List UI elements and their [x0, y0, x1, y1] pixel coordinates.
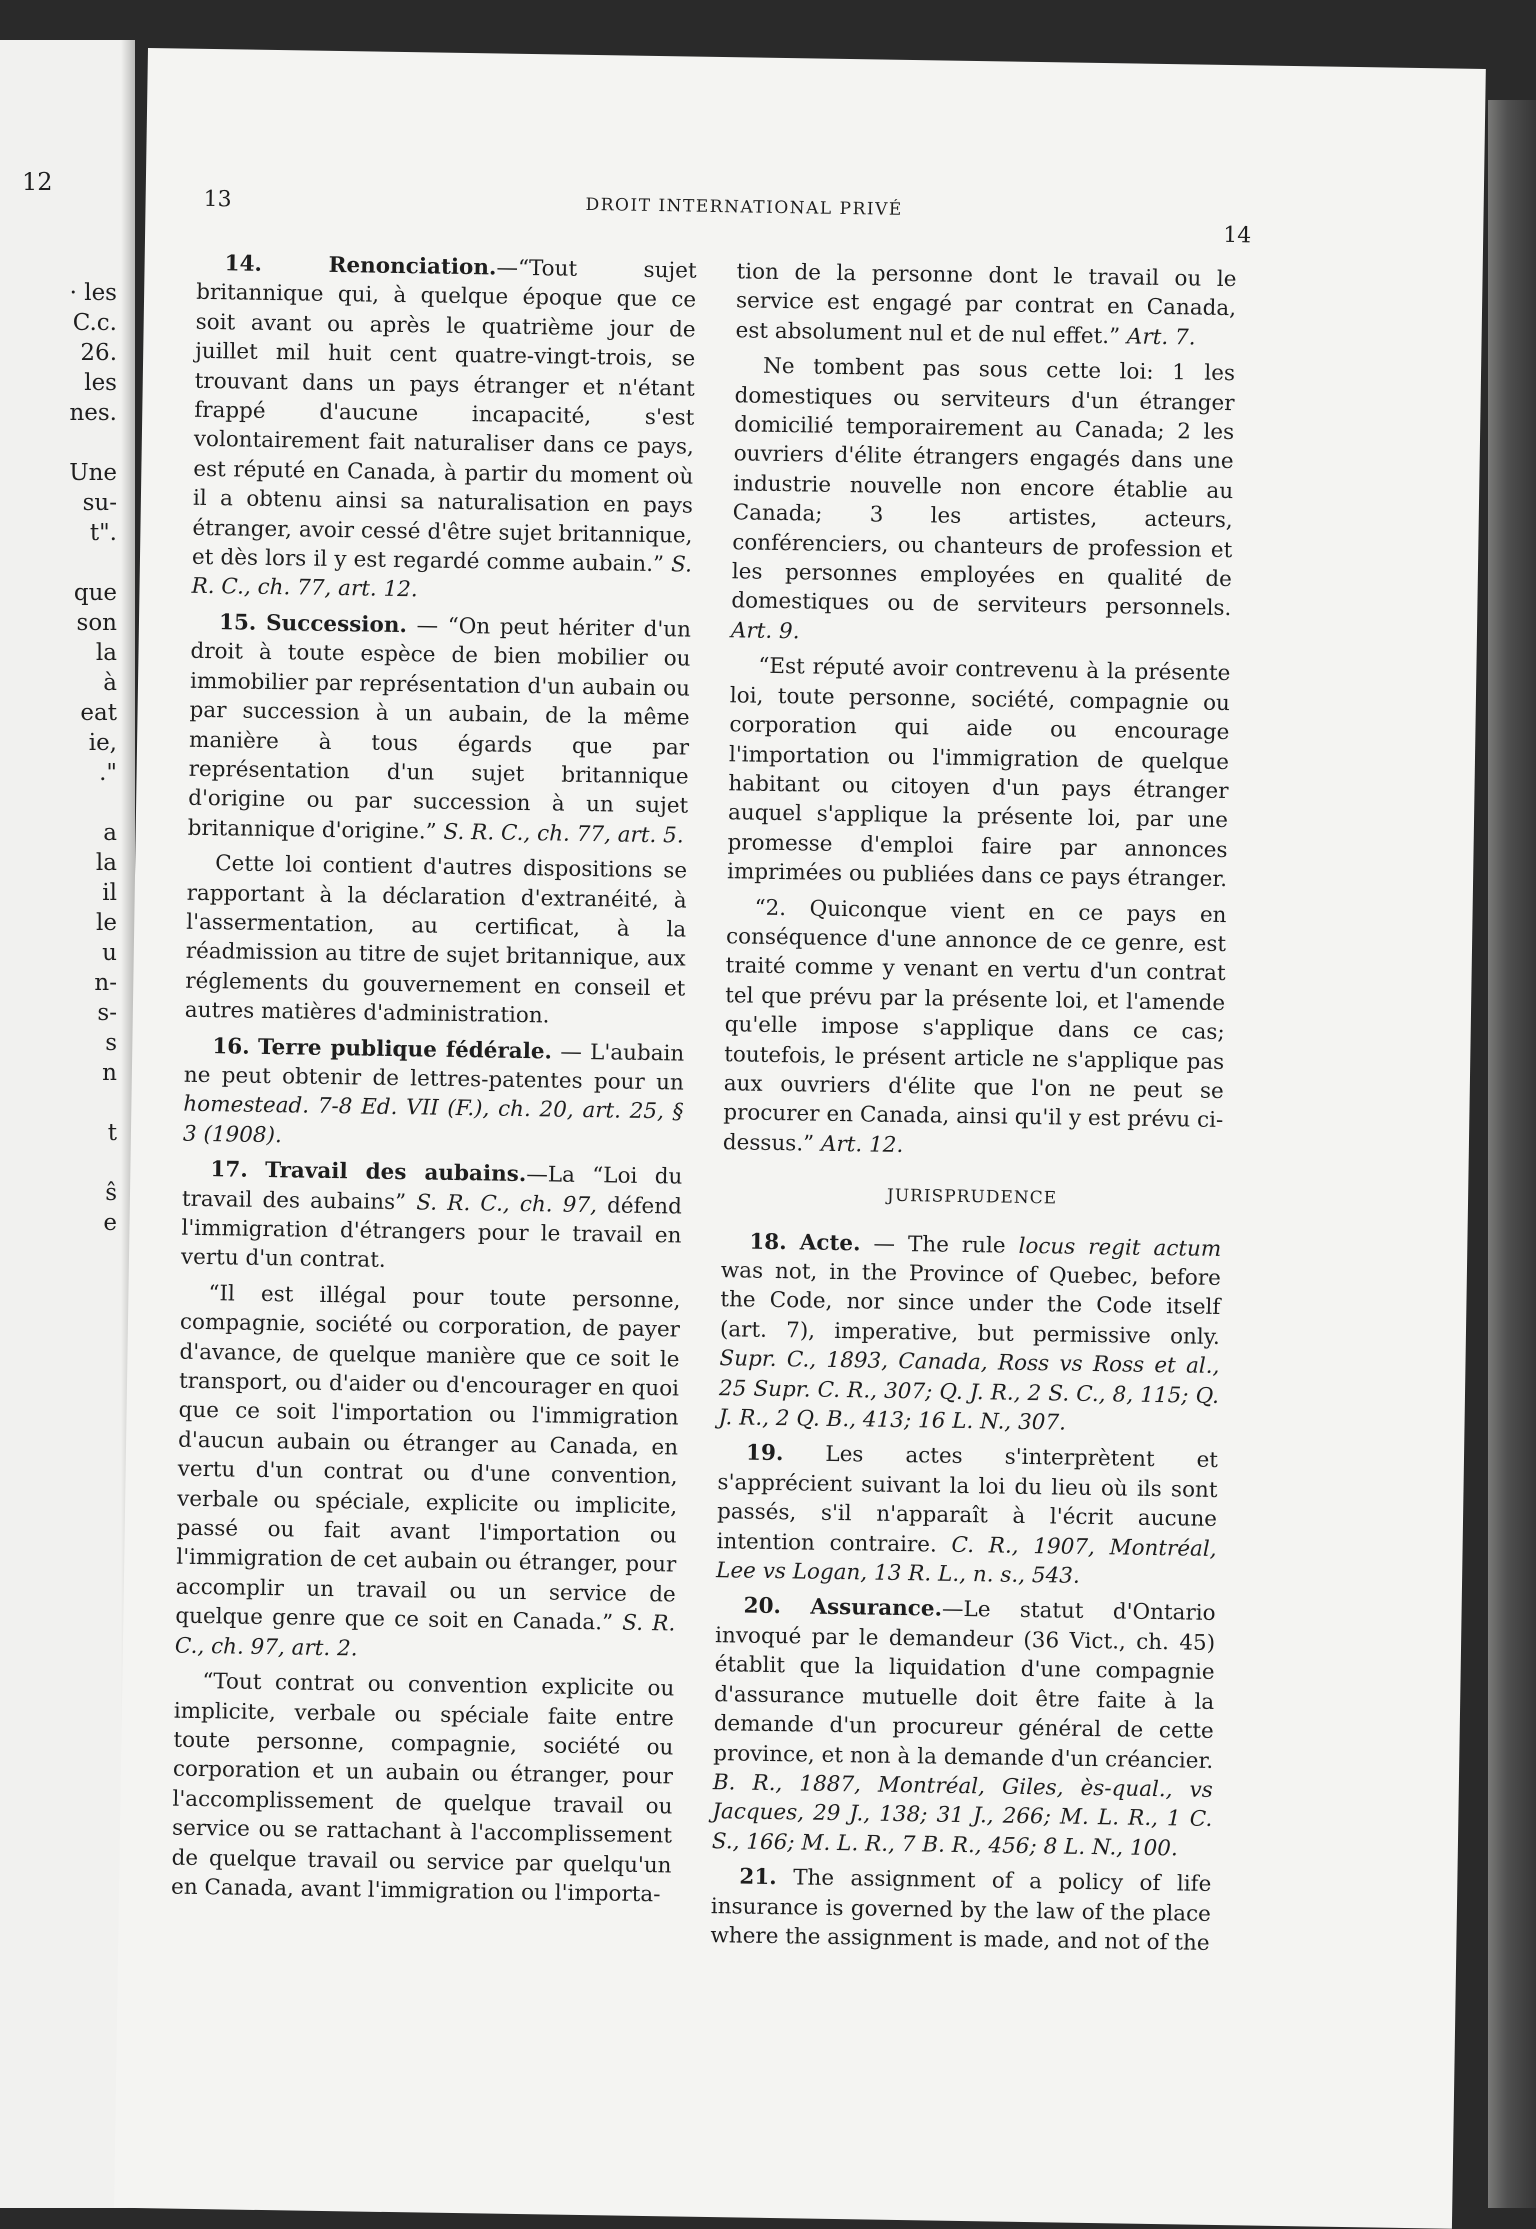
- left-page: [0, 40, 135, 2208]
- paragraph-17-quote-2: “Tout contrat ou convention explicite ou implicite, verbale ou spéciale faite entre toute personne, compagnie, société ou corporation et un aubain ou étranger, pour l'accomplissement de quelque travail ou service ou se rattachant à l'accomplissement de quelque travail ou service par quelqu'un en Canada, avant l'immigration ou l'importa-: [170, 1669, 675, 1908]
- p20-title: Assurance.: [810, 1595, 943, 1623]
- paragraph-19: [716, 1439, 1218, 1594]
- paragraph-contravention: “Est réputé avoir contrevenu à la présente loi, toute personne, société, compagnie ou corporation qui aide ou encourage l'importation ou l'immigration de quelque habitant ou citoyen d'un pays étranger auquel s'applique la présente loi, par une promesse d'emploi faire par annonces imprimées ou publiées dans ce pays étranger.: [726, 653, 1231, 893]
- p17-text-a: —La “Loi du travail des aubains”: [181, 1162, 683, 1215]
- left-page-number: 12: [22, 168, 53, 196]
- p16-text: — L'aubain ne peut obtenir de lettres-patentes pour un: [183, 1039, 685, 1096]
- consequence-text: “2. Quiconque vient en ce pays en conséquence d'une annonce de ce genre, est traité comme y venant en vertu d'un contrat tel que prévu par la présente loi, et l'amende qu'elle impose s'applique dans ce cas; toutefois, le présent article ne s'applique pas aux ouvriers d'élite que l'on ne peut se procurer en Canada, ainsi qu'il y est prévu ci-dessus.”: [722, 895, 1227, 1157]
- p15-title: Succession.: [265, 610, 408, 639]
- column-right: [710, 257, 1237, 1964]
- left-page-fragment: u: [102, 940, 117, 966]
- cont-citation: Art. 7.: [1126, 324, 1196, 351]
- paragraph-18: [718, 1227, 1221, 1441]
- left-page-fragment: son: [76, 610, 117, 636]
- left-page-fragment: su-: [82, 490, 117, 516]
- consequence-citation: Art. 12.: [820, 1131, 904, 1158]
- paragraph-15: [188, 608, 692, 851]
- left-page-fragment: t: [107, 1120, 117, 1146]
- p19-number: 19.: [745, 1441, 784, 1467]
- left-page-fragment: la: [95, 850, 117, 876]
- p17-citation-a: S. R. C., ch. 97,: [416, 1189, 598, 1218]
- book-page-edge: [1488, 100, 1536, 2208]
- p16-number: 16.: [212, 1033, 250, 1060]
- left-page-fragment: il: [102, 880, 117, 906]
- paragraph-continued: [735, 257, 1236, 353]
- p14-title: Renonciation.: [328, 252, 497, 281]
- left-page-fragment: les: [84, 370, 117, 396]
- paragraph-exceptions: [731, 351, 1236, 653]
- paragraph-consequence: [723, 893, 1227, 1165]
- paragraph-17: [181, 1155, 683, 1280]
- p18-text-a: — The rule: [873, 1231, 1006, 1259]
- p17-number: 17.: [210, 1157, 248, 1183]
- p16-citation: homestead. 7-8 Ed. VII (F.), ch. 20, art. 25, § 3 (1908).: [182, 1092, 684, 1149]
- left-page-fragment: n-: [94, 970, 117, 996]
- paragraph-16: [183, 1031, 685, 1156]
- left-page-fragment: la: [95, 640, 117, 666]
- p14-citation: S. R. C., ch. 77, art. 12.: [191, 552, 693, 603]
- left-page-fragment: · les: [69, 280, 117, 306]
- p20-number: 20.: [743, 1594, 782, 1620]
- left-page-fragment: n: [102, 1060, 117, 1086]
- p21-number: 21.: [739, 1864, 777, 1891]
- left-page-fragment: le: [96, 910, 117, 936]
- p20-citation: B. R., 1887, Montréal, Giles, ès-qual., vs Jacques, 29 J., 138; 31 J., 266; M. L. R., 1 C. S., 166; M. L. R., 7 B. R., 456; 8 L. N., 100.: [711, 1769, 1213, 1862]
- left-page-fragment: e: [103, 1210, 117, 1236]
- cont-text: tion de la personne dont le travail ou le service est engagé par contrat en Canada, est absolument nul et de nul effet.”: [735, 259, 1237, 350]
- paragraph-15b: Cette loi contient d'autres dispositions se rapportant à la déclaration d'extranéité, à l'assermentation, au certificat, à la réadmission au titre de sujet britannique, aux réglements du gouvernement en conseil et autres matières d'administration.: [184, 851, 688, 1029]
- p17q-citation: S. R. C., ch. 97, art. 2.: [174, 1610, 676, 1662]
- p20-text: —Le statut d'Ontario invoqué par le demandeur (36 Vict., ch. 45) établit que la liquidation d'une compagnie d'assurance mutuelle doit être faite à la demande d'un procureur général de cette province, et non à la demande d'un créancier.: [713, 1597, 1216, 1774]
- exceptions-citation: Art. 9.: [730, 618, 800, 645]
- left-page-fragment: que: [73, 580, 117, 606]
- p19-text: Les actes s'interprètent et s'apprécient suivant la loi du lieu où ils sont passés, s'il n'apparaît à l'écrit aucune intention contraire.: [716, 1442, 1219, 1558]
- page-number-left: 13: [203, 186, 232, 213]
- page-number-right: 14: [1222, 222, 1252, 249]
- p15-number: 15.: [218, 610, 257, 636]
- paragraph-21: [710, 1862, 1211, 1958]
- p18-citation: Supr. C., 1893, Canada, Ross vs Ross et al., 25 Supr. C. R., 307; Q. J. R., 2 S. C., 8, 115; Q. J. R., 2 Q. B., 413; 16 L. N., 307.: [718, 1346, 1220, 1436]
- p15-text: — “On peut hériter d'un droit à toute espèce de bien mobilier ou immobilier par représentation d'un aubain ou par succession à un aubain, de la même manière à tous égards que par représentation d'un sujet britannique d'origine ou par succession à un sujet britannique d'origine.”: [187, 613, 692, 845]
- left-page-fragment: C.c.: [72, 310, 117, 336]
- paragraph-17-quote-1: [175, 1278, 681, 1668]
- p18-text-b: was not, in the Province of Quebec, before the Code, nor since under the Code itself (art. 7), imperative, but permissive only.: [719, 1258, 1222, 1350]
- left-page-fragment: .": [99, 760, 117, 786]
- paragraph-14: [191, 249, 696, 610]
- left-page-fragment: à: [103, 670, 117, 696]
- running-title: DROIT INTERNATIONAL PRIVÉ: [585, 194, 903, 220]
- p18-emphasis: locus regit actum: [1018, 1233, 1222, 1262]
- left-page-fragment: ie,: [88, 730, 117, 756]
- left-page-fragment: 26.: [80, 340, 117, 366]
- left-page-fragment: nes.: [69, 400, 117, 426]
- p21-text: The assignment of a policy of life insurance is governed by the law of the place where the assignment is made, and not of the: [710, 1865, 1212, 1956]
- p17-text-b: défend l'immigration d'étrangers pour le travail en vertu d'un contrat.: [180, 1192, 683, 1274]
- left-page-fragment: eat: [80, 700, 117, 726]
- left-page-fragment: Une: [69, 460, 117, 486]
- p15-citation: S. R. C., ch. 77, art. 5.: [443, 819, 684, 849]
- p17-title: Travail des aubains.: [264, 1158, 527, 1188]
- p19-citation: C. R., 1907, Montréal, Lee vs Logan, 13 R. L., n. s., 543.: [715, 1532, 1217, 1589]
- section-heading-jurisprudence: JURISPRUDENCE: [886, 1185, 1058, 1209]
- left-page-fragment: t".: [89, 520, 117, 546]
- left-page-fragment: s: [105, 1030, 117, 1056]
- paragraph-20: [712, 1592, 1216, 1864]
- p17q-text: “Il est illégal pour toute personne, compagnie, société ou corporation, de payer d'avance, de quelque manière que ce soit le transport, ou d'aider ou d'encourager en quoi que ce soit l'importation ou l'immigration d'aucun aubain ou étranger au Canada, en vertu d'un contrat ou d'une convention, verbale ou spéciale, explicite ou implicite, passé ou fait avant l'importation ou l'immigration de cet aubain ou étranger, pour accomplir un travail ou un service de quelque genre que ce soit en Canada.”: [175, 1280, 681, 1636]
- p18-title: Acte.: [799, 1229, 861, 1256]
- exceptions-text: Ne tombent pas sous cette loi: 1 les domestiques ou serviteurs d'un étranger domicilié temporairement au Canada; 2 les ouvriers d'élite étrangers engagés dans une industrie nouvelle non encore établie au Canada; 3 les artistes, acteurs, conférenciers, ou chanteurs de profession et les personnes employées en qualité de domestiques ou de serviteurs personnels.: [731, 353, 1236, 622]
- p14-number: 14.: [224, 251, 263, 277]
- p16-title: Terre publique fédérale.: [257, 1034, 553, 1065]
- p14-text: —“Tout sujet britannique qui, à quelque époque que ce soit avant ou après le quatrième jour de juillet mil huit cent quatre-vingt-trois, se trouvant dans un pays étranger et n'étant frappé d'aucune incapacité, s'est volontairement fait naturaliser dans ce pays, est réputé en Canada, à partir du moment où il a obtenu ainsi sa naturalisation en pays étranger, avoir cessé d'être sujet britannique, et dès lors il y est regardé comme aubain.”: [191, 255, 697, 578]
- column-left: [171, 249, 697, 1916]
- right-page: [114, 48, 1486, 2229]
- left-page-fragment: s-: [97, 1000, 117, 1026]
- left-page-fragment: a: [103, 820, 117, 846]
- left-page-fragment: ŝ: [105, 1180, 117, 1206]
- p18-number: 18.: [749, 1229, 787, 1255]
